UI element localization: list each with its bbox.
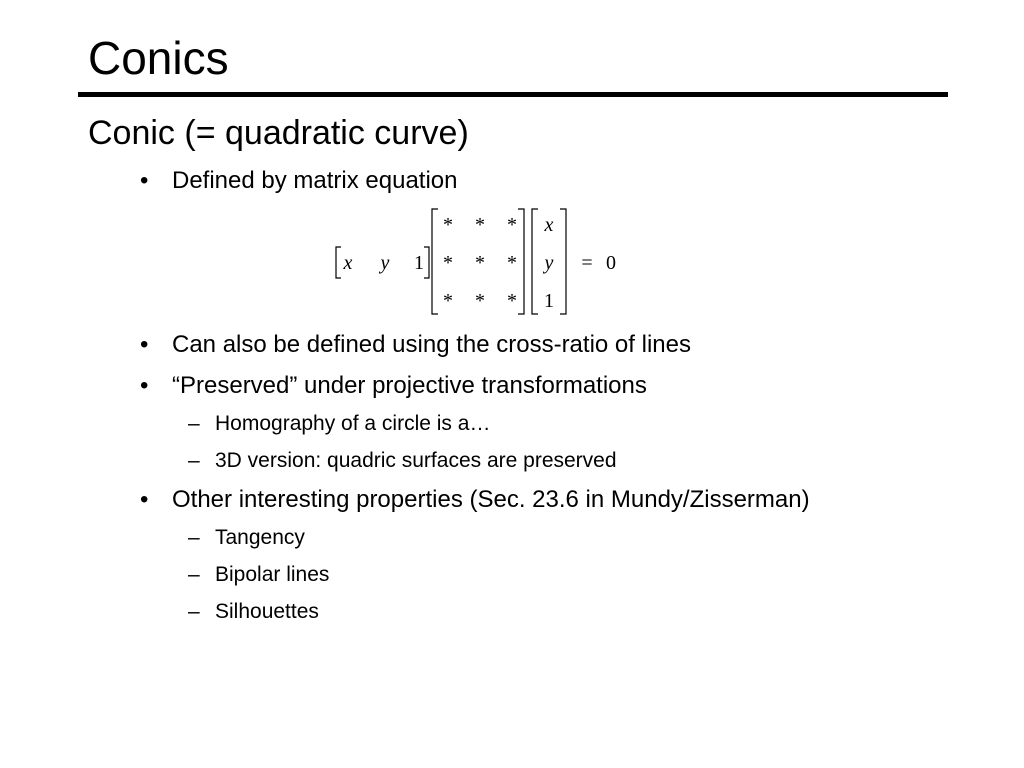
matrix-entry: * (507, 214, 517, 236)
matrix-entry: * (475, 214, 485, 236)
matrix-entry: * (475, 252, 485, 274)
sub-bullet-text: Tangency (215, 526, 305, 549)
column-vector-one: 1 (544, 290, 554, 312)
row-vector-y: y (380, 252, 390, 274)
row-vector-left-bracket (336, 247, 341, 278)
dash-glyph: – (188, 526, 200, 549)
slide-title: Conics (88, 32, 229, 84)
matrix-left-bracket (432, 209, 438, 314)
matrix-entry: * (443, 252, 453, 274)
matrix-entry: * (507, 290, 517, 312)
dash-glyph: – (188, 563, 200, 586)
section-heading: Conic (= quadratic curve) (88, 114, 469, 152)
title-divider (78, 92, 948, 97)
matrix-entry: * (507, 252, 517, 274)
matrix-entry: * (443, 290, 453, 312)
bullet-text: Can also be defined using the cross-ratio of lines (172, 331, 691, 358)
sub-bullet-text: Bipolar lines (215, 563, 330, 586)
bullet-text: Other interesting properties (Sec. 23.6 in Mundy/Zisserman) (172, 486, 810, 513)
column-vector-x: x (544, 214, 554, 236)
bullet-glyph: • (140, 167, 149, 194)
bullet-glyph: • (140, 372, 149, 399)
dash-glyph: – (188, 412, 200, 435)
column-vector-right-bracket (560, 209, 566, 314)
bullet-glyph: • (140, 331, 149, 358)
matrix-right-bracket (518, 209, 524, 314)
equals-sign: = (581, 252, 593, 274)
dash-glyph: – (188, 449, 200, 472)
bullet-text: “Preserved” under projective transformations (172, 372, 647, 399)
matrix-entry: * (475, 290, 485, 312)
matrix-equation (325, 200, 635, 320)
sub-bullet-text: Homography of a circle is a… (215, 412, 491, 435)
equation-rhs: 0 (606, 252, 616, 274)
column-vector-y: y (544, 252, 554, 274)
row-vector-right-bracket (424, 247, 429, 278)
sub-bullet-text: Silhouettes (215, 600, 319, 623)
column-vector-left-bracket (532, 209, 538, 314)
sub-bullet-text: 3D version: quadric surfaces are preserved (215, 449, 617, 472)
row-vector-one: 1 (414, 252, 424, 274)
dash-glyph: – (188, 600, 200, 623)
matrix-equation-svg (325, 200, 635, 320)
matrix-entry: * (443, 214, 453, 236)
row-vector-x: x (343, 252, 353, 274)
bullet-glyph: • (140, 486, 149, 513)
bullet-text: Defined by matrix equation (172, 167, 458, 194)
